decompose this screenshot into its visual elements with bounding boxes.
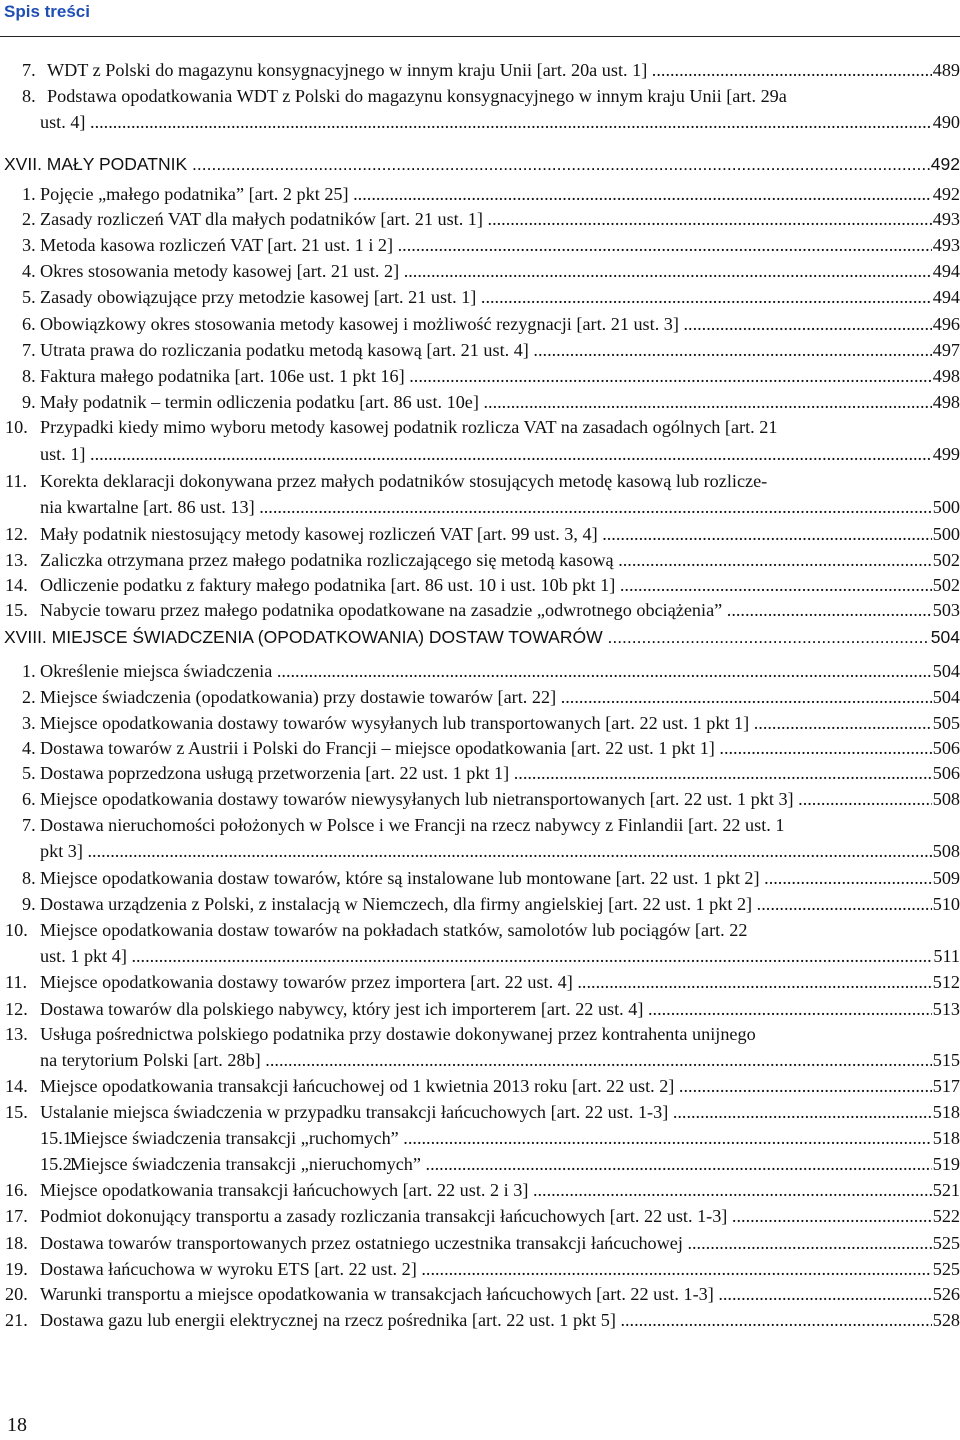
toc-entry-title: Podmiot dokonujący transportu a zasady rozliczania transakcji łańcuchowych [art. 22 ust. 1-3] ..... — [40, 1203, 960, 1229]
toc-entry-title: Dostawa towarów transportowanych przez ostatniego uczestnika transakcji łańcuchowej ..... — [40, 1230, 960, 1256]
toc-entry[interactable] — [0, 943, 960, 969]
toc-entry-page: 508 — [932, 838, 960, 864]
toc-entry[interactable] — [0, 996, 960, 1022]
toc-entry-title: Zasady obowiązujące przy metodzie kasowej [art. 21 ust. 1] ..... — [40, 284, 960, 310]
toc-entry-number: 9. — [22, 392, 36, 412]
toc-entry-number: 12. — [5, 524, 28, 544]
toc-entry-title: Warunki transportu a miejsce opodatkowania w transakcjach łańcuchowych [art. 22 ust. 1-3] ..... — [40, 1281, 960, 1307]
toc-entry-number: 9. — [22, 894, 36, 914]
toc-entry-body — [40, 468, 950, 494]
toc-entry-title: Usługa pośrednictwa polskiego podatnika przy dostawie dokonywanej przez kontrahenta unijnego — [40, 1024, 756, 1044]
toc-entry-page: 509 — [932, 865, 960, 891]
toc-entry-number: 5. — [22, 287, 36, 307]
toc-entry-number: 11. — [5, 471, 28, 491]
toc-entry-page: 496 — [932, 311, 960, 337]
toc-entry-body — [40, 181, 960, 207]
toc-entry-number: 1. — [22, 661, 36, 681]
toc-entry-number: 3. — [22, 713, 36, 733]
toc-entry-page: 505 — [932, 710, 960, 736]
toc-entry[interactable] — [0, 206, 960, 232]
toc-entry-number: 14. — [5, 1076, 28, 1096]
toc-entry-title: Ustalanie miejsca świadczenia w przypadku transakcji łańcuchowych [art. 22 ust. 1-3] ..... — [40, 1099, 960, 1125]
toc-entry-title: Utrata prawa do rozliczania podatku metodą kasową [art. 21 ust. 4] ..... — [40, 337, 960, 363]
toc-entry-page: 494 — [932, 258, 960, 284]
toc-entry-page: 494 — [932, 284, 960, 310]
toc-entry[interactable] — [0, 494, 960, 520]
toc-entry-body — [40, 572, 960, 598]
toc-entry[interactable] — [0, 917, 960, 943]
toc-entry-title: XVII. MAŁY PODATNIK ..... — [4, 151, 960, 177]
toc-entry-page: 510 — [932, 891, 960, 917]
toc-entry[interactable] — [0, 337, 960, 363]
toc-entry-number: 5. — [22, 763, 36, 783]
toc-section-heading[interactable] — [0, 151, 960, 177]
toc-entry-title: Zaliczka otrzymana przez małego podatnika rozliczającego się metodą kasową ..... — [40, 547, 960, 573]
toc-entry-body — [40, 547, 960, 573]
toc-entry-body — [40, 1047, 960, 1073]
toc-entry-page: 504 — [932, 658, 960, 684]
toc-entry-number: 8. — [22, 868, 36, 888]
toc-entry-number: 2. — [22, 209, 36, 229]
toc-entry[interactable] — [0, 597, 960, 623]
toc-entry-body — [40, 969, 960, 995]
toc-entry[interactable] — [0, 1281, 960, 1307]
toc-entry-number: 11. — [5, 972, 28, 992]
toc-entry-title: Nabycie towaru przez małego podatnika opodatkowane na zasadzie „odwrotnego obciążenia” ..... — [40, 597, 960, 623]
toc-entry[interactable] — [0, 891, 960, 917]
toc-entry-body — [40, 891, 960, 917]
toc-entry-body — [40, 1281, 960, 1307]
toc-entry[interactable] — [0, 363, 960, 389]
toc-entry-number: 7. — [22, 815, 36, 835]
toc-entry-title: Okres stosowania metody kasowej [art. 21 ust. 2] ..... — [40, 258, 960, 284]
toc-entry-body — [40, 206, 960, 232]
toc-entry[interactable] — [0, 181, 960, 207]
toc-entry-number: 17. — [5, 1206, 28, 1226]
toc-entry[interactable] — [0, 1256, 960, 1282]
toc-entry-number: 16. — [5, 1180, 28, 1200]
toc-entry[interactable] — [0, 572, 960, 598]
toc-entry-page: 498 — [932, 363, 960, 389]
toc-entry-title: Zasady rozliczeń VAT dla małych podatników [art. 21 ust. 1] ..... — [40, 206, 960, 232]
toc-entry[interactable] — [0, 1177, 960, 1203]
toc-entry-body — [40, 1021, 950, 1047]
toc-entry-body — [4, 151, 960, 177]
toc-entry-page: 506 — [932, 735, 960, 761]
toc-entry-title: Korekta deklaracji dokonywana przez małych podatników stosujących metodę kasową lub rozlicze- — [40, 471, 768, 491]
toc-entry-title: Obowiązkowy okres stosowania metody kasowej i możliwość rezygnacji [art. 21 ust. 3] ..... — [40, 311, 960, 337]
toc-entry[interactable] — [0, 865, 960, 891]
toc-entry[interactable] — [0, 658, 960, 684]
toc-entry-title: Miejsce opodatkowania dostawy towarów przez importera [art. 22 ust. 4] ..... — [40, 969, 960, 995]
toc-entry[interactable] — [0, 1230, 960, 1256]
toc-section-heading[interactable] — [0, 624, 960, 650]
toc-entry-number: 18. — [5, 1233, 28, 1253]
toc-entry-body — [70, 1151, 960, 1177]
toc-entry-body — [40, 258, 960, 284]
toc-entry-body — [40, 1073, 960, 1099]
toc-entry-title: Przypadki kiedy mimo wyboru metody kasowej podatnik rozlicza VAT na zasadach ogólnych [art. 21 — [40, 417, 778, 437]
toc-entry-title: Dostawa gazu lub energii elektrycznej na rzecz pośrednika [art. 22 ust. 1 pkt 5] ..... — [40, 1307, 960, 1333]
toc-entry-title: Miejsce opodatkowania dostaw towarów na pokładach statków, samolotów lub pociągów [art. 22 — [40, 920, 748, 940]
toc-entry-body — [40, 1099, 960, 1125]
toc-entry-body — [40, 1256, 960, 1282]
toc-entry-page: 525 — [932, 1230, 960, 1256]
toc-entry-body — [40, 337, 960, 363]
toc-entry-body — [40, 414, 950, 440]
toc-entry-page: 492 — [932, 181, 960, 207]
toc-entry[interactable] — [0, 389, 960, 415]
toc-entry-number: 15.2. — [40, 1154, 77, 1174]
toc-entry-page: 493 — [932, 232, 960, 258]
toc-entry[interactable] — [0, 1073, 960, 1099]
toc-entry-number: 14. — [5, 575, 28, 595]
toc-entry-page: 504 — [930, 624, 960, 650]
toc-entry-page: 526 — [932, 1281, 960, 1307]
toc-entry[interactable] — [0, 83, 960, 109]
toc-entry-number: 4. — [22, 738, 36, 758]
toc-entry-title: Dostawa towarów z Austrii i Polski do Francji – miejsce opodatkowania [art. 22 ust. 1 pkt 1] ..... — [40, 735, 960, 761]
toc-entry[interactable] — [0, 414, 960, 440]
toc-entry-body — [40, 363, 960, 389]
toc-entry-title: Pojęcie „małego podatnika” [art. 2 pkt 25] ..... — [40, 181, 960, 207]
toc-entry-title: Dostawa towarów dla polskiego nabywcy, który jest ich importerem [art. 22 ust. 4] ..... — [40, 996, 960, 1022]
toc-entry[interactable] — [0, 547, 960, 573]
toc-entry[interactable] — [0, 969, 960, 995]
toc-entry-page: 489 — [932, 57, 960, 83]
toc-entry-page: 512 — [932, 969, 960, 995]
toc-entry-title: ust. 1] ..... — [40, 441, 960, 467]
toc-entry-body — [40, 284, 960, 310]
toc-entry-page: 490 — [932, 109, 960, 135]
toc-entry[interactable] — [0, 735, 960, 761]
toc-entry-title: ust. 1 pkt 4] ..... — [40, 943, 960, 969]
toc-entry-title: Dostawa łańcuchowa w wyroku ETS [art. 22 ust. 2] ..... — [40, 1256, 960, 1282]
toc-entry-body — [40, 786, 960, 812]
toc-entry-number: 13. — [5, 550, 28, 570]
toc-entry-body — [40, 943, 960, 969]
toc-entry[interactable] — [0, 838, 960, 864]
toc-entry-title: Miejsce opodatkowania transakcji łańcuchowych [art. 22 ust. 2 i 3] ..... — [40, 1177, 960, 1203]
toc-entry-number: 4. — [22, 261, 36, 281]
toc-entry-body — [70, 1125, 960, 1151]
toc-entry-body — [40, 760, 960, 786]
toc-entry-title: nia kwartalne [art. 86 ust. 13] ..... — [40, 494, 960, 520]
toc-entry-number: 15.1. — [40, 1128, 77, 1148]
toc-entry-page: 511 — [932, 943, 960, 969]
toc-entry-number: 10. — [5, 920, 28, 940]
toc-entry-body — [40, 494, 960, 520]
toc-entry-number: 20. — [5, 1284, 28, 1304]
toc-entry-page: 498 — [932, 389, 960, 415]
toc-entry-page: 515 — [932, 1047, 960, 1073]
toc-entry-title: Mały podatnik – termin odliczenia podatku [art. 86 ust. 10e] ..... — [40, 389, 960, 415]
toc-entry[interactable] — [0, 468, 960, 494]
toc-entry-page: 528 — [932, 1307, 960, 1333]
toc-entry-page: 518 — [932, 1125, 960, 1151]
toc-entry-body — [40, 1177, 960, 1203]
toc-entry-body — [40, 109, 960, 135]
toc-entry-page: 508 — [932, 786, 960, 812]
toc-entry-page: 502 — [932, 572, 960, 598]
toc-entry[interactable] — [0, 521, 960, 547]
toc-entry-title: Mały podatnik niestosujący metody kasowej rozliczeń VAT [art. 99 ust. 3, 4] ..... — [40, 521, 960, 547]
toc-entry-number: 3. — [22, 235, 36, 255]
toc-entry-title: Faktura małego podatnika [art. 106e ust. 1 pkt 16] ..... — [40, 363, 960, 389]
toc-entry-body — [40, 996, 960, 1022]
toc-entry-title: Miejsce opodatkowania dostawy towarów wysyłanych lub transportowanych [art. 22 ust. 1 pkt 1] ..... — [40, 710, 960, 736]
toc-entry-title: Miejsce opodatkowania dostawy towarów niewysyłanych lub nietransportowanych [art. 22 ust. 1 pkt 3] ..... — [40, 786, 960, 812]
toc-entry-page: 506 — [932, 760, 960, 786]
toc-entry-body — [40, 812, 950, 838]
toc-entry-title: ust. 4] ..... — [40, 109, 960, 135]
toc-entry-page: 503 — [932, 597, 960, 623]
toc-entry-body — [40, 865, 960, 891]
toc-entry[interactable] — [0, 1021, 960, 1047]
toc-entry-title: Miejsce świadczenia transakcji „ruchomych” ..... — [70, 1125, 960, 1151]
toc-entry-title: Dostawa nieruchomości położonych w Polsce i we Francji na rzecz nabywcy z Finlandii [art. 22 ust. 1 — [40, 815, 785, 835]
toc-entry-body — [40, 521, 960, 547]
toc-entry-body — [40, 441, 960, 467]
toc-entry-body — [40, 735, 960, 761]
toc-entry-page: 518 — [932, 1099, 960, 1125]
toc-entry[interactable] — [0, 812, 960, 838]
toc-entry[interactable] — [0, 1151, 960, 1177]
toc-entry-body — [40, 311, 960, 337]
toc-entry-title: XVIII. MIEJSCE ŚWIADCZENIA (OPODATKOWANIA) DOSTAW TOWARÓW ..... — [4, 624, 960, 650]
toc-entry-number: 6. — [22, 789, 36, 809]
toc-entry-body — [47, 57, 960, 83]
toc-entry-number: 6. — [22, 314, 36, 334]
toc-entry-number: 19. — [5, 1259, 28, 1279]
toc-entry-page: 521 — [932, 1177, 960, 1203]
toc-entry-number: 2. — [22, 687, 36, 707]
toc-entry-page: 500 — [932, 494, 960, 520]
toc-entry-body — [47, 83, 950, 109]
toc-entry-body — [4, 624, 960, 650]
toc-entry-title: Podstawa opodatkowania WDT z Polski do magazynu konsygnacyjnego w innym kraju Unii [art. 29a — [47, 86, 787, 106]
toc-entry-number: 21. — [5, 1310, 28, 1330]
toc-entry-page: 493 — [932, 206, 960, 232]
toc-entry-page: 513 — [932, 996, 960, 1022]
toc-entry[interactable] — [0, 786, 960, 812]
toc-entry-page: 504 — [932, 684, 960, 710]
toc-entry-body — [40, 684, 960, 710]
toc-entry-title: pkt 3] ..... — [40, 838, 960, 864]
toc-entry-title: Miejsce świadczenia (opodatkowania) przy dostawie towarów [art. 22] ..... — [40, 684, 960, 710]
toc-entry-body — [40, 658, 960, 684]
toc-entry-page: 522 — [932, 1203, 960, 1229]
toc-entry-page: 497 — [932, 337, 960, 363]
toc-entry-title: Miejsce opodatkowania dostaw towarów, które są instalowane lub montowane [art. 22 ust. 1 pkt 2] ..... — [40, 865, 960, 891]
toc-entry[interactable] — [0, 258, 960, 284]
toc-entry-page: 517 — [932, 1073, 960, 1099]
toc-entry[interactable] — [0, 1047, 960, 1073]
toc-entry-body — [40, 917, 950, 943]
toc-entry-body — [40, 389, 960, 415]
toc-entry[interactable] — [0, 1203, 960, 1229]
toc-entry[interactable] — [0, 1125, 960, 1151]
toc-entry-title: Dostawa urządzenia z Polski, z instalacją w Niemczech, dla firmy angielskiej [art. 22 ust. 1 pkt 2] ..... — [40, 891, 960, 917]
toc-entry-body — [40, 597, 960, 623]
toc-entry-number: 7. — [22, 340, 36, 360]
toc-entry-body — [40, 1203, 960, 1229]
toc-entry-page: 500 — [932, 521, 960, 547]
toc-entry-title: Odliczenie podatku z faktury małego podatnika [art. 86 ust. 10 i ust. 10b pkt 1] ..... — [40, 572, 960, 598]
toc-entry[interactable] — [0, 710, 960, 736]
toc-entry-number: 12. — [5, 999, 28, 1019]
toc-entry[interactable] — [0, 684, 960, 710]
toc-entry-page: 525 — [932, 1256, 960, 1282]
toc-entry-title: na terytorium Polski [art. 28b] ..... — [40, 1047, 960, 1073]
toc-entry-number: 8. — [22, 86, 36, 106]
toc-entry-body — [40, 710, 960, 736]
toc-entry-number: 15. — [5, 1102, 28, 1122]
toc-entry[interactable] — [0, 284, 960, 310]
toc-entry-number: 8. — [22, 366, 36, 386]
toc-entry-page: 502 — [932, 547, 960, 573]
toc-entry-number: 7. — [22, 60, 36, 80]
page-number: 18 — [7, 1414, 27, 1436]
toc-entry[interactable] — [0, 109, 960, 135]
toc-entry-body — [40, 232, 960, 258]
toc-entry-title: Dostawa poprzedzona usługą przetworzenia [art. 22 ust. 1 pkt 1] ..... — [40, 760, 960, 786]
toc-entry[interactable] — [0, 57, 960, 83]
header-title: Spis treści — [4, 2, 90, 21]
toc-entry-title: Miejsce opodatkowania transakcji łańcuchowej od 1 kwietnia 2013 roku [art. 22 ust. 2] ..... — [40, 1073, 960, 1099]
toc-entry-number: 10. — [5, 417, 28, 437]
toc-entry[interactable] — [0, 1307, 960, 1333]
toc-entry-page: 519 — [932, 1151, 960, 1177]
toc-entry-title: Miejsce świadczenia transakcji „nieruchomych” ..... — [70, 1151, 960, 1177]
toc-entry[interactable] — [0, 441, 960, 467]
toc-entry-body — [40, 838, 960, 864]
toc-entry-title: Metoda kasowa rozliczeń VAT [art. 21 ust. 1 i 2] ..... — [40, 232, 960, 258]
toc-entry-title: WDT z Polski do magazynu konsygnacyjnego w innym kraju Unii [art. 20a ust. 1] ..... — [47, 57, 960, 83]
toc-entry-page: 499 — [932, 441, 960, 467]
toc-entry[interactable] — [0, 1099, 960, 1125]
toc-entry-number: 1. — [22, 184, 36, 204]
toc-entry-number: 13. — [5, 1024, 28, 1044]
toc-entry-page: 492 — [930, 151, 960, 177]
toc-entry-body — [40, 1230, 960, 1256]
toc-entry[interactable] — [0, 760, 960, 786]
toc-entry-title: Określenie miejsca świadczenia ..... — [40, 658, 960, 684]
toc-entry-number: 15. — [5, 600, 28, 620]
toc-entry[interactable] — [0, 311, 960, 337]
toc-entry-body — [40, 1307, 960, 1333]
toc-entry[interactable] — [0, 232, 960, 258]
